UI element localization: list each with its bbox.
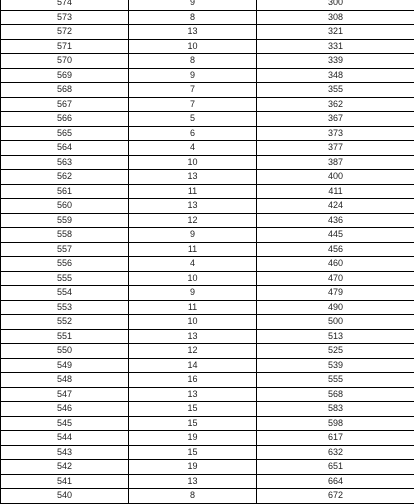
cell-cumulative: 664 bbox=[257, 474, 414, 489]
table-row bbox=[1, 199, 414, 214]
cell-count: 11 bbox=[129, 242, 257, 257]
cell-cumulative: 424 bbox=[257, 199, 414, 214]
cell-cumulative: 362 bbox=[257, 97, 414, 112]
cell-count: 12 bbox=[129, 344, 257, 359]
cell-cumulative: 400 bbox=[257, 170, 414, 185]
cell-count: 8 bbox=[129, 489, 257, 504]
cell-count: 13 bbox=[129, 387, 257, 402]
cell-count: 8 bbox=[129, 54, 257, 69]
cell-rank: 564 bbox=[1, 141, 129, 156]
cell-cumulative: 513 bbox=[257, 329, 414, 344]
table-row bbox=[1, 184, 414, 199]
table-row bbox=[1, 489, 414, 504]
table-row bbox=[1, 213, 414, 228]
table-row bbox=[1, 431, 414, 446]
table-row bbox=[1, 358, 414, 373]
cell-count: 7 bbox=[129, 97, 257, 112]
cell-rank: 548 bbox=[1, 373, 129, 388]
cell-cumulative: 411 bbox=[257, 184, 414, 199]
cell-rank: 574 bbox=[1, 0, 129, 10]
cell-cumulative: 339 bbox=[257, 54, 414, 69]
cell-count: 9 bbox=[129, 286, 257, 301]
table-row bbox=[1, 126, 414, 141]
cell-count: 9 bbox=[129, 68, 257, 83]
cell-rank: 546 bbox=[1, 402, 129, 417]
cell-cumulative: 651 bbox=[257, 460, 414, 475]
cell-count: 4 bbox=[129, 141, 257, 156]
cell-count: 10 bbox=[129, 155, 257, 170]
table-row bbox=[1, 416, 414, 431]
cell-rank: 555 bbox=[1, 271, 129, 286]
cell-count: 15 bbox=[129, 416, 257, 431]
cell-rank: 554 bbox=[1, 286, 129, 301]
cell-rank: 549 bbox=[1, 358, 129, 373]
cell-count: 13 bbox=[129, 170, 257, 185]
cell-count: 15 bbox=[129, 445, 257, 460]
cell-cumulative: 445 bbox=[257, 228, 414, 243]
cell-rank: 570 bbox=[1, 54, 129, 69]
table-row bbox=[1, 141, 414, 156]
cell-cumulative: 348 bbox=[257, 68, 414, 83]
table-row bbox=[1, 68, 414, 83]
cell-count: 5 bbox=[129, 112, 257, 127]
cell-count: 19 bbox=[129, 460, 257, 475]
table-row bbox=[1, 387, 414, 402]
cell-count: 7 bbox=[129, 83, 257, 98]
table-row bbox=[1, 155, 414, 170]
table-row bbox=[1, 25, 414, 40]
table-row bbox=[1, 10, 414, 25]
cell-rank: 565 bbox=[1, 126, 129, 141]
cell-rank: 541 bbox=[1, 474, 129, 489]
table-row bbox=[1, 315, 414, 330]
cell-cumulative: 500 bbox=[257, 315, 414, 330]
cell-count: 6 bbox=[129, 126, 257, 141]
cell-cumulative: 583 bbox=[257, 402, 414, 417]
table-row bbox=[1, 170, 414, 185]
cell-rank: 573 bbox=[1, 10, 129, 25]
table-body bbox=[1, 0, 414, 503]
cell-count: 10 bbox=[129, 39, 257, 54]
cell-count: 13 bbox=[129, 199, 257, 214]
cell-rank: 545 bbox=[1, 416, 129, 431]
cell-count: 12 bbox=[129, 213, 257, 228]
table-row bbox=[1, 54, 414, 69]
cell-rank: 566 bbox=[1, 112, 129, 127]
cell-rank: 558 bbox=[1, 228, 129, 243]
cell-count: 9 bbox=[129, 0, 257, 10]
cell-count: 9 bbox=[129, 228, 257, 243]
cell-rank: 552 bbox=[1, 315, 129, 330]
cell-cumulative: 355 bbox=[257, 83, 414, 98]
table-row bbox=[1, 112, 414, 127]
table-row bbox=[1, 286, 414, 301]
cell-cumulative: 617 bbox=[257, 431, 414, 446]
table-row bbox=[1, 97, 414, 112]
cell-cumulative: 598 bbox=[257, 416, 414, 431]
table-row bbox=[1, 460, 414, 475]
cell-count: 13 bbox=[129, 329, 257, 344]
table-row bbox=[1, 83, 414, 98]
cell-cumulative: 308 bbox=[257, 10, 414, 25]
table-row bbox=[1, 271, 414, 286]
cell-rank: 551 bbox=[1, 329, 129, 344]
cell-count: 11 bbox=[129, 184, 257, 199]
cell-cumulative: 387 bbox=[257, 155, 414, 170]
cell-cumulative: 632 bbox=[257, 445, 414, 460]
cell-rank: 561 bbox=[1, 184, 129, 199]
table-row bbox=[1, 300, 414, 315]
table-row bbox=[1, 0, 414, 10]
cell-cumulative: 555 bbox=[257, 373, 414, 388]
cell-rank: 567 bbox=[1, 97, 129, 112]
cell-rank: 571 bbox=[1, 39, 129, 54]
cell-cumulative: 672 bbox=[257, 489, 414, 504]
table-row bbox=[1, 228, 414, 243]
table-row bbox=[1, 39, 414, 54]
cell-cumulative: 470 bbox=[257, 271, 414, 286]
cell-rank: 562 bbox=[1, 170, 129, 185]
cell-cumulative: 377 bbox=[257, 141, 414, 156]
cell-cumulative: 460 bbox=[257, 257, 414, 272]
table-row bbox=[1, 402, 414, 417]
cell-count: 13 bbox=[129, 25, 257, 40]
cell-cumulative: 568 bbox=[257, 387, 414, 402]
cell-count: 15 bbox=[129, 402, 257, 417]
cell-cumulative: 490 bbox=[257, 300, 414, 315]
cell-rank: 572 bbox=[1, 25, 129, 40]
table-row bbox=[1, 474, 414, 489]
cell-rank: 543 bbox=[1, 445, 129, 460]
cell-count: 11 bbox=[129, 300, 257, 315]
table-row bbox=[1, 329, 414, 344]
cell-rank: 568 bbox=[1, 83, 129, 98]
cell-count: 8 bbox=[129, 10, 257, 25]
cell-count: 10 bbox=[129, 271, 257, 286]
cell-rank: 557 bbox=[1, 242, 129, 257]
cell-cumulative: 525 bbox=[257, 344, 414, 359]
cell-cumulative: 539 bbox=[257, 358, 414, 373]
cell-rank: 553 bbox=[1, 300, 129, 315]
table-row bbox=[1, 445, 414, 460]
cell-count: 19 bbox=[129, 431, 257, 446]
cell-rank: 547 bbox=[1, 387, 129, 402]
cell-cumulative: 479 bbox=[257, 286, 414, 301]
cell-count: 4 bbox=[129, 257, 257, 272]
table-row bbox=[1, 344, 414, 359]
cell-cumulative: 300 bbox=[257, 0, 414, 10]
cell-cumulative: 373 bbox=[257, 126, 414, 141]
cell-count: 13 bbox=[129, 474, 257, 489]
cell-rank: 559 bbox=[1, 213, 129, 228]
cell-rank: 544 bbox=[1, 431, 129, 446]
cell-cumulative: 321 bbox=[257, 25, 414, 40]
cell-rank: 556 bbox=[1, 257, 129, 272]
cell-cumulative: 456 bbox=[257, 242, 414, 257]
cell-rank: 560 bbox=[1, 199, 129, 214]
cell-count: 10 bbox=[129, 315, 257, 330]
cell-rank: 540 bbox=[1, 489, 129, 504]
cell-cumulative: 367 bbox=[257, 112, 414, 127]
cell-cumulative: 331 bbox=[257, 39, 414, 54]
cell-count: 16 bbox=[129, 373, 257, 388]
cell-rank: 563 bbox=[1, 155, 129, 170]
cell-rank: 569 bbox=[1, 68, 129, 83]
table-row bbox=[1, 242, 414, 257]
cell-count: 14 bbox=[129, 358, 257, 373]
cell-rank: 542 bbox=[1, 460, 129, 475]
cell-cumulative: 436 bbox=[257, 213, 414, 228]
cell-rank: 550 bbox=[1, 344, 129, 359]
table-row bbox=[1, 373, 414, 388]
table-row bbox=[1, 257, 414, 272]
